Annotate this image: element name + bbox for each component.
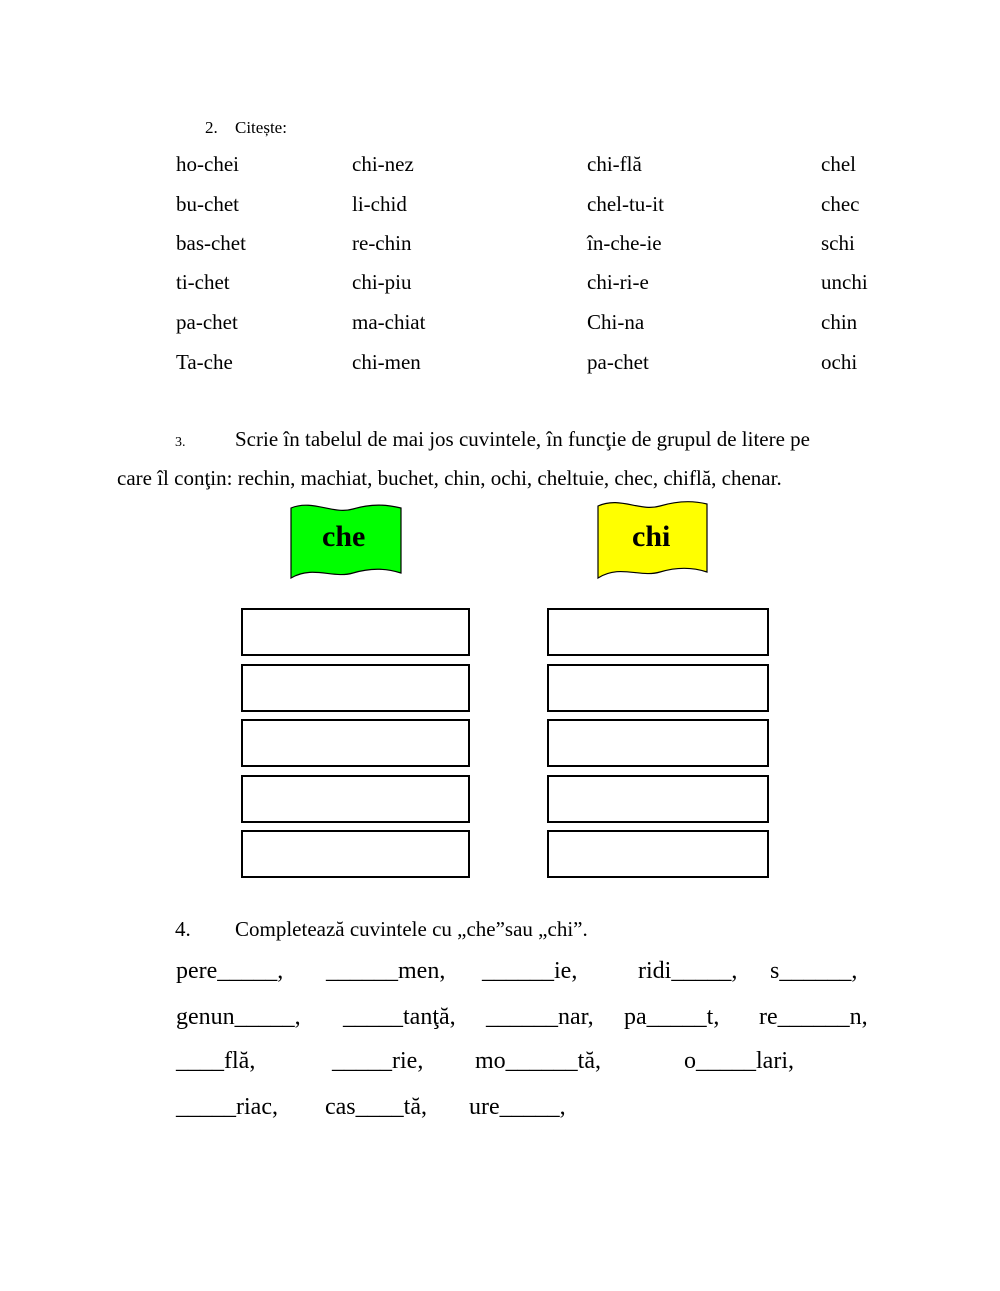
che-answer-box[interactable]	[241, 830, 470, 878]
reading-word: bas-chet	[176, 231, 246, 255]
reading-word: chel-tu-it	[587, 192, 664, 216]
che-flag-label: che	[322, 520, 366, 553]
reading-word: în-che-ie	[587, 231, 662, 255]
section-2-title	[205, 118, 287, 138]
section-3-instruction	[175, 427, 810, 452]
fill-in-word[interactable]: genun_____,	[176, 1004, 301, 1030]
reading-word: chi-men	[352, 350, 421, 374]
section-3-instruction-line2: care îl conţin: rechin, machiat, buchet, chin, ochi, cheltuie, chec, chiflă, chenar.	[117, 466, 782, 490]
reading-word: li-chid	[352, 192, 407, 216]
section-2-number: 2.	[205, 118, 218, 137]
reading-word: schi	[821, 231, 855, 255]
reading-word: ho-chei	[176, 152, 239, 176]
reading-word: ochi	[821, 350, 858, 374]
fill-in-word[interactable]: _____rie,	[332, 1048, 424, 1074]
reading-word: chel	[821, 152, 856, 176]
che-answer-box[interactable]	[241, 664, 470, 712]
reading-word: ma-chiat	[352, 310, 426, 334]
fill-in-word[interactable]: mo______tă,	[475, 1048, 601, 1074]
chi-answer-box[interactable]	[547, 830, 769, 878]
fill-in-word[interactable]: _____riac,	[176, 1094, 278, 1120]
fill-in-word[interactable]: ____flă,	[176, 1048, 256, 1074]
reading-word: chec	[821, 192, 860, 216]
reading-word: pa-chet	[176, 310, 238, 334]
fill-in-word[interactable]: cas____tă,	[325, 1094, 427, 1120]
reading-word: chi-piu	[352, 270, 412, 294]
che-answer-box[interactable]	[241, 608, 470, 656]
reading-word: chin	[821, 310, 858, 334]
fill-in-word[interactable]: ______nar,	[486, 1004, 594, 1030]
fill-in-word[interactable]: ure_____,	[469, 1094, 566, 1120]
section-4-heading: Completează cuvintele cu „che”sau „chi”.	[235, 917, 588, 941]
fill-in-word[interactable]: ______ie,	[482, 958, 578, 984]
chi-answer-box[interactable]	[547, 719, 769, 767]
fill-in-word[interactable]: o_____lari,	[684, 1048, 794, 1074]
che-answer-box[interactable]	[241, 775, 470, 823]
reading-word: chi-nez	[352, 152, 414, 176]
reading-word: bu-chet	[176, 192, 239, 216]
reading-word: Ta-che	[176, 350, 233, 374]
section-3-instruction-line1: Scrie în tabelul de mai jos cuvintele, în funcţie de grupul de litere pe	[235, 427, 810, 451]
fill-in-word[interactable]: ridi_____,	[638, 958, 738, 984]
fill-in-word[interactable]: re______n,	[759, 1004, 868, 1030]
section-3-number: 3.	[175, 435, 186, 450]
fill-in-word[interactable]: s______,	[770, 958, 858, 984]
reading-word: chi-ri-e	[587, 270, 649, 294]
che-answer-box[interactable]	[241, 719, 470, 767]
chi-answer-box[interactable]	[547, 664, 769, 712]
fill-in-word[interactable]: pa_____t,	[624, 1004, 720, 1030]
reading-word: unchi	[821, 270, 868, 294]
section-4-instruction	[175, 917, 588, 942]
chi-answer-box[interactable]	[547, 775, 769, 823]
reading-word: Chi-na	[587, 310, 645, 334]
reading-word: re-chin	[352, 231, 412, 255]
fill-in-word[interactable]: _____tanţă,	[343, 1004, 456, 1030]
chi-answer-box[interactable]	[547, 608, 769, 656]
reading-word: ti-chet	[176, 270, 230, 294]
fill-in-word[interactable]: ______men,	[326, 958, 446, 984]
chi-flag-label: chi	[632, 520, 671, 553]
fill-in-word[interactable]: pere_____,	[176, 958, 284, 984]
reading-word: pa-chet	[587, 350, 649, 374]
section-2-heading: Citește:	[235, 118, 287, 137]
reading-word: chi-flă	[587, 152, 642, 176]
section-4-number: 4.	[175, 917, 191, 941]
